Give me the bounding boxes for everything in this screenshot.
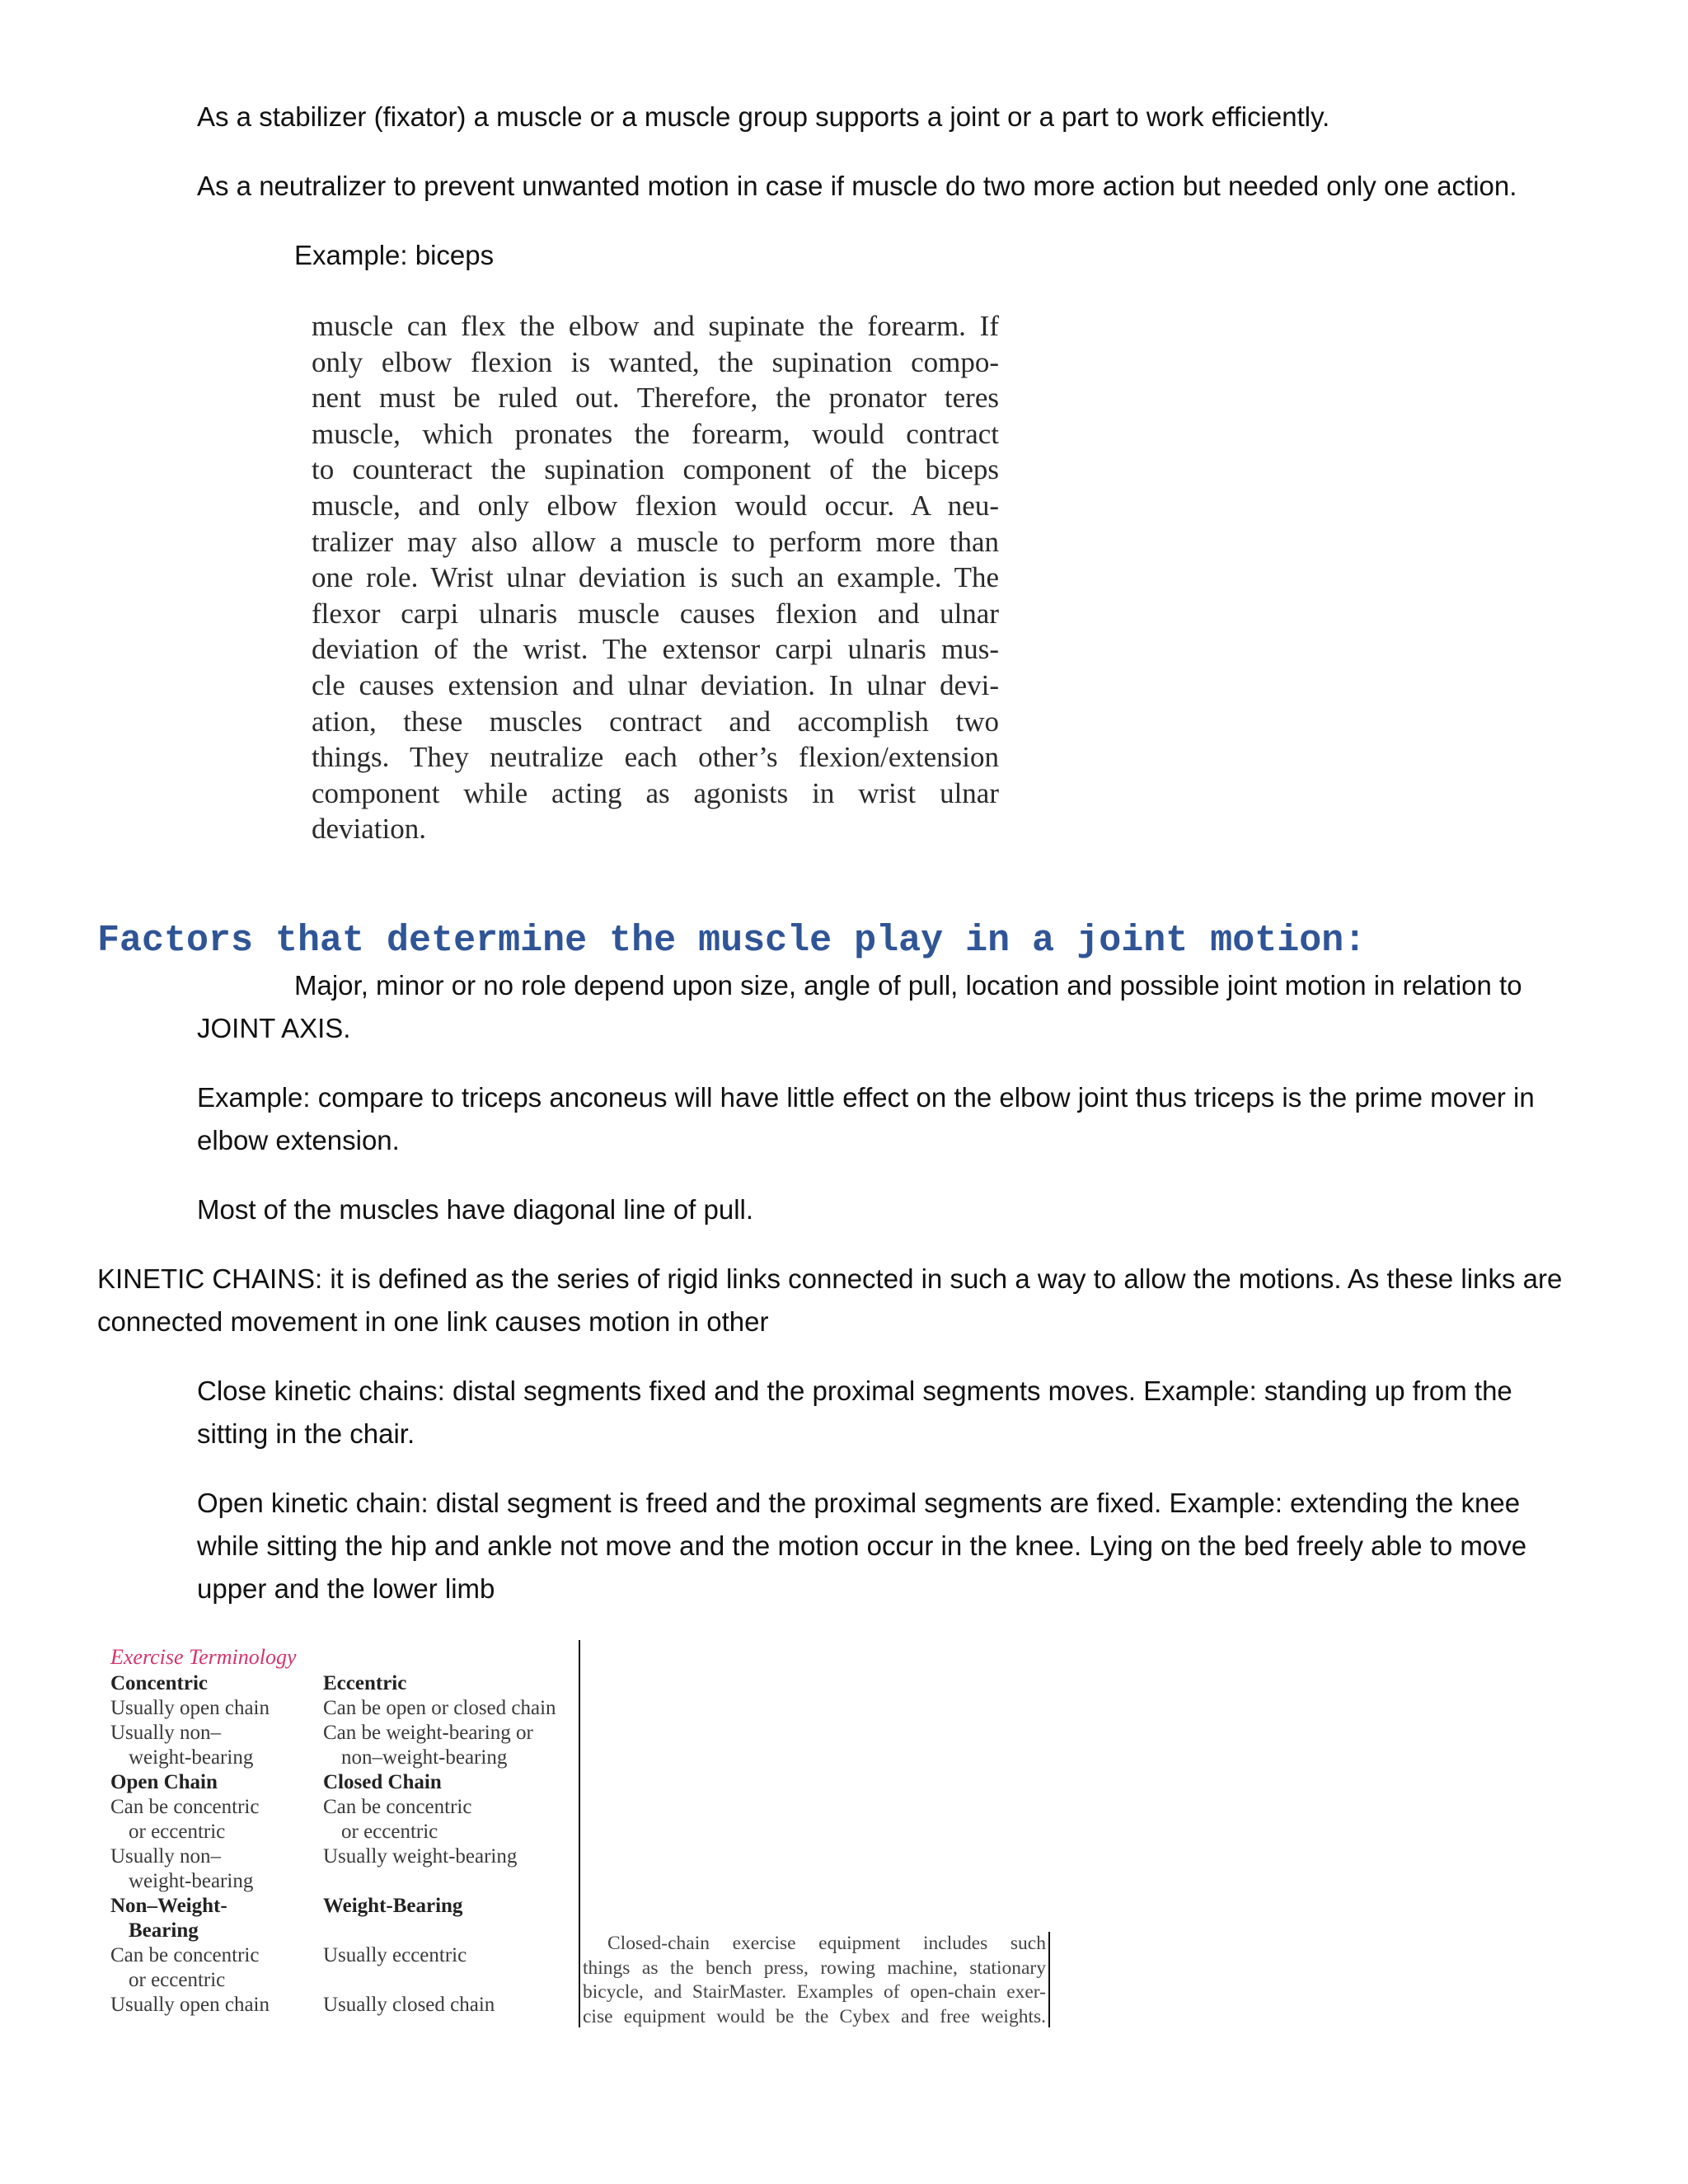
term-closed-chain: Closed Chain (323, 1771, 442, 1793)
excerpt-line: tralizer may also allow a muscle to perform more than (312, 525, 999, 558)
excerpt-line: component while acting as agonists in wrist ulnar (312, 776, 999, 809)
term-cell: Can be weight-bearing or (323, 1722, 533, 1744)
stabilizer-paragraph: As a stabilizer (fixator) a muscle or a muscle group supports a joint or a part to work efficiently. (197, 101, 1330, 132)
excerpt-line: muscle, which pronates the forearm, would contract (312, 417, 999, 450)
term-cell: Usually closed chain (323, 1994, 495, 2016)
triceps-example-line-2: elbow extension. (197, 1125, 400, 1155)
term-cell: Usually weight-bearing (323, 1845, 518, 1868)
neutralizer-paragraph: As a neutralizer to prevent unwanted motion in case if muscle do two more action but needed only one action. (197, 171, 1517, 201)
example-biceps-label: Example: biceps (294, 240, 495, 270)
exercise-terminology-table (110, 1645, 580, 2031)
excerpt-line: deviation. (312, 813, 426, 846)
term-non-weight-bearing: Non–Weight- (110, 1895, 227, 1917)
term-cell: weight-bearing (129, 1746, 254, 1769)
term-cell: Can be concentric (323, 1796, 472, 1818)
term-cell: Usually eccentric (323, 1944, 467, 1966)
excerpt-line: to counteract the supination component of the biceps (312, 453, 999, 486)
term-cell: Can be open or closed chain (323, 1697, 556, 1719)
caption-line: bicycle, and StairMaster. Examples of open-chain exer- (583, 1981, 1046, 2003)
open-chain-line-2: while sitting the hip and ankle not move and the motion occur in the knee. Lying on the bed freely able to move (197, 1530, 1527, 1561)
kinetic-chains-line-1: KINETIC CHAINS: it is defined as the series of rigid links connected in such a way to allow the motions. As these links are (97, 1263, 1563, 1294)
textbook-excerpt (312, 308, 999, 847)
factors-line-2: JOINT AXIS. (197, 1013, 351, 1043)
excerpt-line: nent must be ruled out. Therefore, the pronator teres (312, 382, 999, 415)
term-cell: Usually open chain (110, 1994, 270, 2016)
excerpt-line: one role. Wrist ulnar deviation is such an example. The (312, 561, 999, 594)
excerpt-line: muscle can flex the elbow and supinate the forearm. If (312, 310, 999, 342)
term-cell: Can be concentric (110, 1944, 260, 1966)
term-cell: non–weight-bearing (341, 1746, 508, 1769)
terminology-title: Exercise Terminology (110, 1645, 297, 1669)
term-cell: weight-bearing (129, 1870, 254, 1892)
excerpt-line: things. They neutralize each other’s flexion/extension (312, 741, 999, 774)
excerpt-line: flexor carpi ulnaris muscle causes flexion and ulnar (312, 597, 999, 630)
excerpt-line: only elbow flexion is wanted, the supination compo- (312, 345, 999, 378)
diagonal-pull-line: Most of the muscles have diagonal line of pull. (197, 1194, 754, 1225)
close-chain-line-1: Close kinetic chains: distal segments fixed and the proximal segments moves. Example: standing up from the (197, 1376, 1512, 1406)
factors-line-1: Major, minor or no role depend upon size, angle of pull, location and possible joint motion in relation to (294, 970, 1522, 1001)
excerpt-line: deviation of the wrist. The extensor carpi ulnaris mus- (312, 633, 999, 666)
term-cell: or eccentric (129, 1821, 226, 1843)
term-eccentric: Eccentric (323, 1672, 407, 1694)
term-cell: Can be concentric (110, 1796, 260, 1818)
caption-line: cise equipment would be the Cybex and free weights. (583, 2005, 1046, 2027)
term-concentric: Concentric (110, 1672, 209, 1694)
term-cell: Usually non– (110, 1845, 222, 1868)
excerpt-line: cle causes extension and ulnar deviation. In ulnar devi- (312, 668, 999, 701)
term-cell: Usually non– (110, 1722, 222, 1744)
caption-line: Closed-chain exercise equipment includes such (607, 1933, 1046, 1954)
open-chain-line-3: upper and the lower limb (197, 1573, 495, 1604)
term-cell: or eccentric (129, 1969, 226, 1991)
excerpt-line: ation, these muscles contract and accomplish two (312, 705, 999, 738)
caption-line: things as the bench press, rowing machine, stationary (583, 1957, 1046, 1979)
term-open-chain: Open Chain (110, 1771, 218, 1793)
term-weight-bearing: Weight-Bearing (323, 1895, 463, 1917)
close-chain-line-2: sitting in the chair. (197, 1418, 415, 1449)
section-heading: Factors that determine the muscle play in a joint motion: (97, 920, 1367, 962)
excerpt-line: muscle, and only elbow flexion would occur. A neu- (312, 489, 999, 522)
term-non-weight-bearing: Bearing (129, 1919, 199, 1942)
term-cell: Usually open chain (110, 1697, 270, 1719)
equipment-caption (579, 1932, 1050, 2027)
open-chain-line-1: Open kinetic chain: distal segment is freed and the proximal segments are fixed. Example: extending the knee (197, 1488, 1521, 1518)
term-cell: or eccentric (341, 1821, 438, 1843)
kinetic-chains-line-2: connected movement in one link causes motion in other (97, 1306, 769, 1337)
triceps-example-line-1: Example: compare to triceps anconeus will have little effect on the elbow joint thus triceps is the prime mover in (197, 1082, 1535, 1113)
